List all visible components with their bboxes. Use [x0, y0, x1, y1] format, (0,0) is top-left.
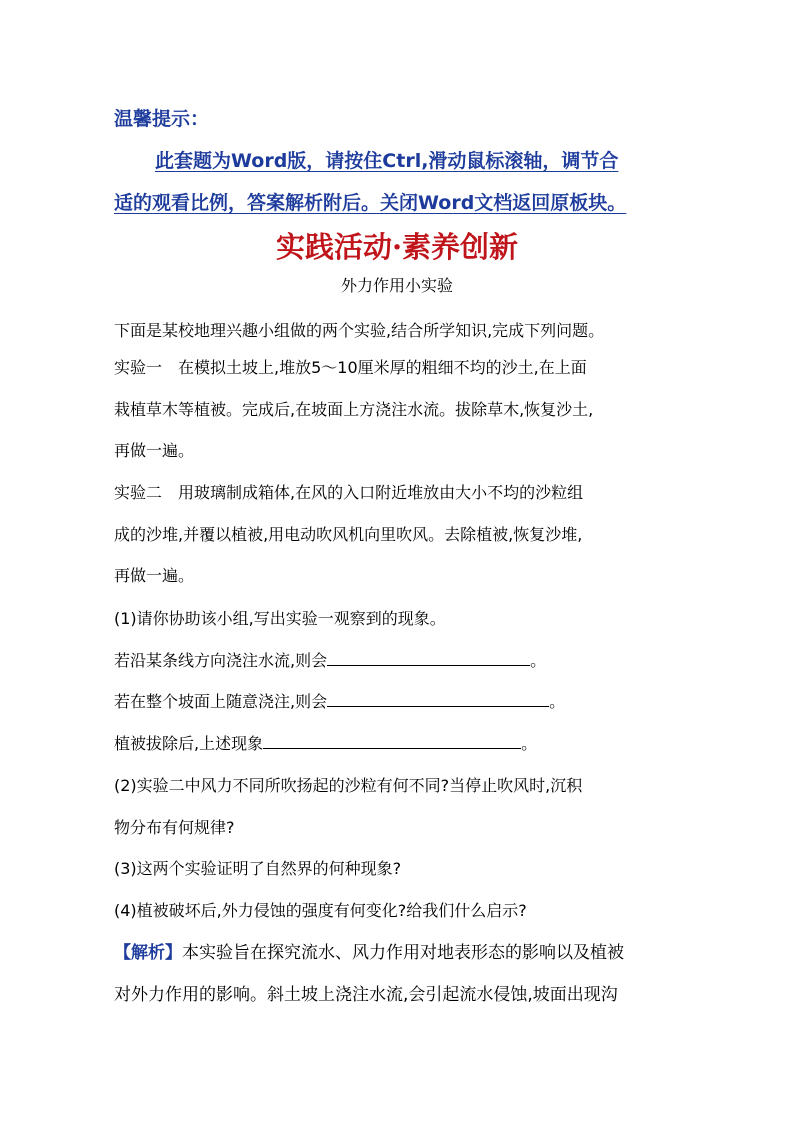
q1-text: (1)请你协助该小组,写出实验一观察到的现象。 [114, 609, 446, 628]
q2-line-2: 物分布有何规律? [114, 818, 235, 837]
exp2-line-3: 再做一遍。 [114, 566, 195, 585]
subtitle: 外力作用小实验 [340, 276, 453, 295]
section-title: 实践活动·素养创新 [275, 230, 519, 264]
q1-b-prefix: 若在整个坡面上随意浇注,则会 [114, 692, 328, 711]
tip-line-2: 适的观看比例，答案解析附后。关闭Word文档返回原板块。 [114, 192, 627, 214]
analysis-tag: 【解析】 [114, 943, 182, 963]
intro-text: 下面是某校地理兴趣小组做的两个实验,结合所学知识,完成下列问题。 [114, 321, 605, 340]
q1-b-blank[interactable] [327, 690, 549, 707]
exp1-line-1: 实验一 在模拟土坡上,堆放5～10厘米厚的粗细不均的沙土,在上面 [114, 358, 587, 377]
tip-line-1: 此套题为Word版，请按住Ctrl,滑动鼠标滚轴，调节合 [155, 150, 619, 172]
q2-line-1: (2)实验二中风力不同所吹扬起的沙粒有何不同?当停止吹风时,沉积 [114, 776, 583, 795]
q1-answer-a [114, 648, 684, 671]
exp2-line-1: 实验二 用玻璃制成箱体,在风的入口附近堆放由大小不均的沙粒组 [114, 483, 584, 502]
q1-c-prefix: 植被拔除后,上述现象 [114, 734, 264, 753]
q1-a-suffix: 。 [530, 651, 547, 670]
q1-c-suffix: 。 [521, 734, 538, 753]
q1-answer-b [114, 689, 684, 712]
q4-text: (4)植被破坏后,外力侵蚀的强度有何变化?给我们什么启示? [114, 901, 527, 920]
exp2-line-2: 成的沙堆,并覆以植被,用电动吹风机向里吹风。去除植被,恢复沙堆, [114, 525, 583, 544]
exp1-line-3: 再做一遍。 [114, 441, 195, 460]
analysis-line-1 [114, 938, 684, 963]
tip-heading: 温馨提示： [114, 108, 210, 130]
q1-a-prefix: 若沿某条线方向浇注水流,则会 [114, 651, 328, 670]
q1-b-suffix: 。 [549, 692, 566, 711]
analysis-text-1: 本实验旨在探究流水、风力作用对地表形态的影响以及植被 [182, 943, 624, 963]
q1-a-blank[interactable] [327, 649, 530, 666]
q1-answer-c [114, 731, 684, 754]
q3-text: (3)这两个实验证明了自然界的何种现象? [114, 859, 402, 878]
q1-c-blank[interactable] [263, 732, 521, 749]
exp1-line-2: 栽植草木等植被。完成后,在坡面上方浇注水流。拔除草木,恢复沙土, [114, 400, 594, 419]
analysis-line-2: 对外力作用的影响。斜土坡上浇注水流,会引起流水侵蚀,坡面出现沟 [114, 985, 618, 1005]
